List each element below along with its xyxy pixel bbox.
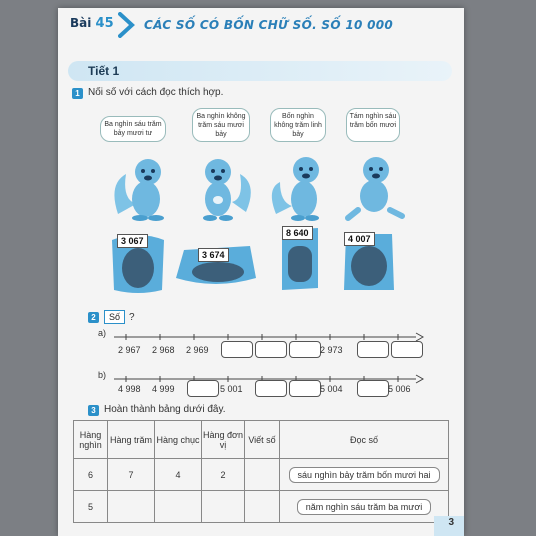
cell-don-vi: 2 (202, 459, 245, 491)
lesson-label: Bài (70, 16, 92, 30)
cell-doc-so (280, 459, 449, 491)
number-line-b-value: 4 999 (152, 384, 175, 394)
cell-doc-so (280, 491, 449, 523)
cell-don-vi[interactable] (202, 491, 245, 523)
reading-bubble-1: Ba nghìn sáu trăm bảy mươi tư (100, 116, 166, 142)
exercise-3-instruction: Hoàn thành bảng dưới đây. (104, 404, 226, 415)
header-doc-so: Đọc số (280, 421, 449, 459)
squirrel-illustration-4 (342, 144, 412, 224)
answer-box[interactable] (289, 380, 321, 397)
cell-tram[interactable] (108, 491, 155, 523)
number-line-a-value: 2 973 (320, 345, 343, 355)
textbook-page (58, 8, 464, 536)
number-line-a-value: 2 967 (118, 345, 141, 355)
table-row (74, 459, 449, 491)
cell-nghin: 6 (74, 459, 108, 491)
section-banner (68, 61, 452, 81)
reading-bubble-4: Tám nghìn sáu trăm bốn mươi (346, 108, 400, 142)
place-value-table (73, 420, 449, 523)
cell-viet-so[interactable] (245, 491, 280, 523)
cell-tram: 7 (108, 459, 155, 491)
header-hang-tram: Hàng trăm (108, 421, 155, 459)
cell-chuc: 4 (155, 459, 202, 491)
number-line-a-label: a) (98, 328, 107, 338)
section-label: Tiết 1 (88, 64, 120, 78)
answer-box[interactable] (255, 380, 287, 397)
answer-box[interactable] (187, 380, 219, 397)
header-hang-nghin: Hàng nghìn (74, 421, 108, 459)
exercise-2-label: Số (104, 310, 125, 324)
page-title: CÁC SỐ CÓ BỐN CHỮ SỐ. SỐ 10 000 (144, 18, 394, 32)
exercise-number-3: 3 (88, 405, 99, 416)
exercise-2-qmark: ? (129, 312, 135, 323)
number-line-b-value: 5 004 (320, 384, 343, 394)
number-line-b-value: 5 001 (220, 384, 243, 394)
doc-so-text: sáu nghìn bảy trăm bốn mươi hai (289, 467, 440, 483)
squirrel-illustration-1 (108, 144, 178, 224)
log-number-2: 3 674 (198, 248, 229, 262)
lesson-tag (70, 16, 114, 31)
number-line-b-value: 5 006 (388, 384, 411, 394)
answer-box[interactable] (289, 341, 321, 358)
number-line-b-value: 4 998 (118, 384, 141, 394)
exercise-number-2: 2 (88, 312, 99, 323)
answer-box[interactable] (357, 341, 389, 358)
cell-chuc[interactable] (155, 491, 202, 523)
cell-viet-so[interactable] (245, 459, 280, 491)
page-number: 3 (448, 517, 454, 528)
exercise-number-1: 1 (72, 88, 83, 99)
number-line-a-value: 2 968 (152, 345, 175, 355)
log-number-3: 8 640 (282, 226, 313, 240)
exercise-1-instruction: Nối số với cách đọc thích hợp. (88, 87, 224, 98)
chevron-icon (118, 12, 136, 38)
header-hang-chuc: Hàng chục (155, 421, 202, 459)
header-viet-so: Viết số (245, 421, 280, 459)
answer-box[interactable] (255, 341, 287, 358)
answer-box[interactable] (391, 341, 423, 358)
cell-nghin: 5 (74, 491, 108, 523)
log-number-4: 4 007 (344, 232, 375, 246)
number-line-b-label: b) (98, 370, 107, 380)
log-illustration-2 (174, 238, 258, 290)
number-line-a-value: 2 969 (186, 345, 209, 355)
squirrel-illustration-2 (188, 144, 258, 224)
log-number-1: 3 067 (117, 234, 148, 248)
doc-so-text: năm nghìn sáu trăm ba mươi (297, 499, 431, 515)
answer-box[interactable] (221, 341, 253, 358)
header-hang-don-vi: Hàng đơn vị (202, 421, 245, 459)
table-row (74, 491, 449, 523)
squirrel-illustration-3 (266, 144, 336, 224)
answer-box[interactable] (357, 380, 389, 397)
lesson-number: 45 (95, 16, 114, 31)
table-header-row (74, 421, 449, 459)
reading-bubble-3: Bốn nghìn không trăm linh bảy (270, 108, 326, 142)
reading-bubble-2: Ba nghìn không trăm sáu mươi bảy (192, 108, 250, 142)
